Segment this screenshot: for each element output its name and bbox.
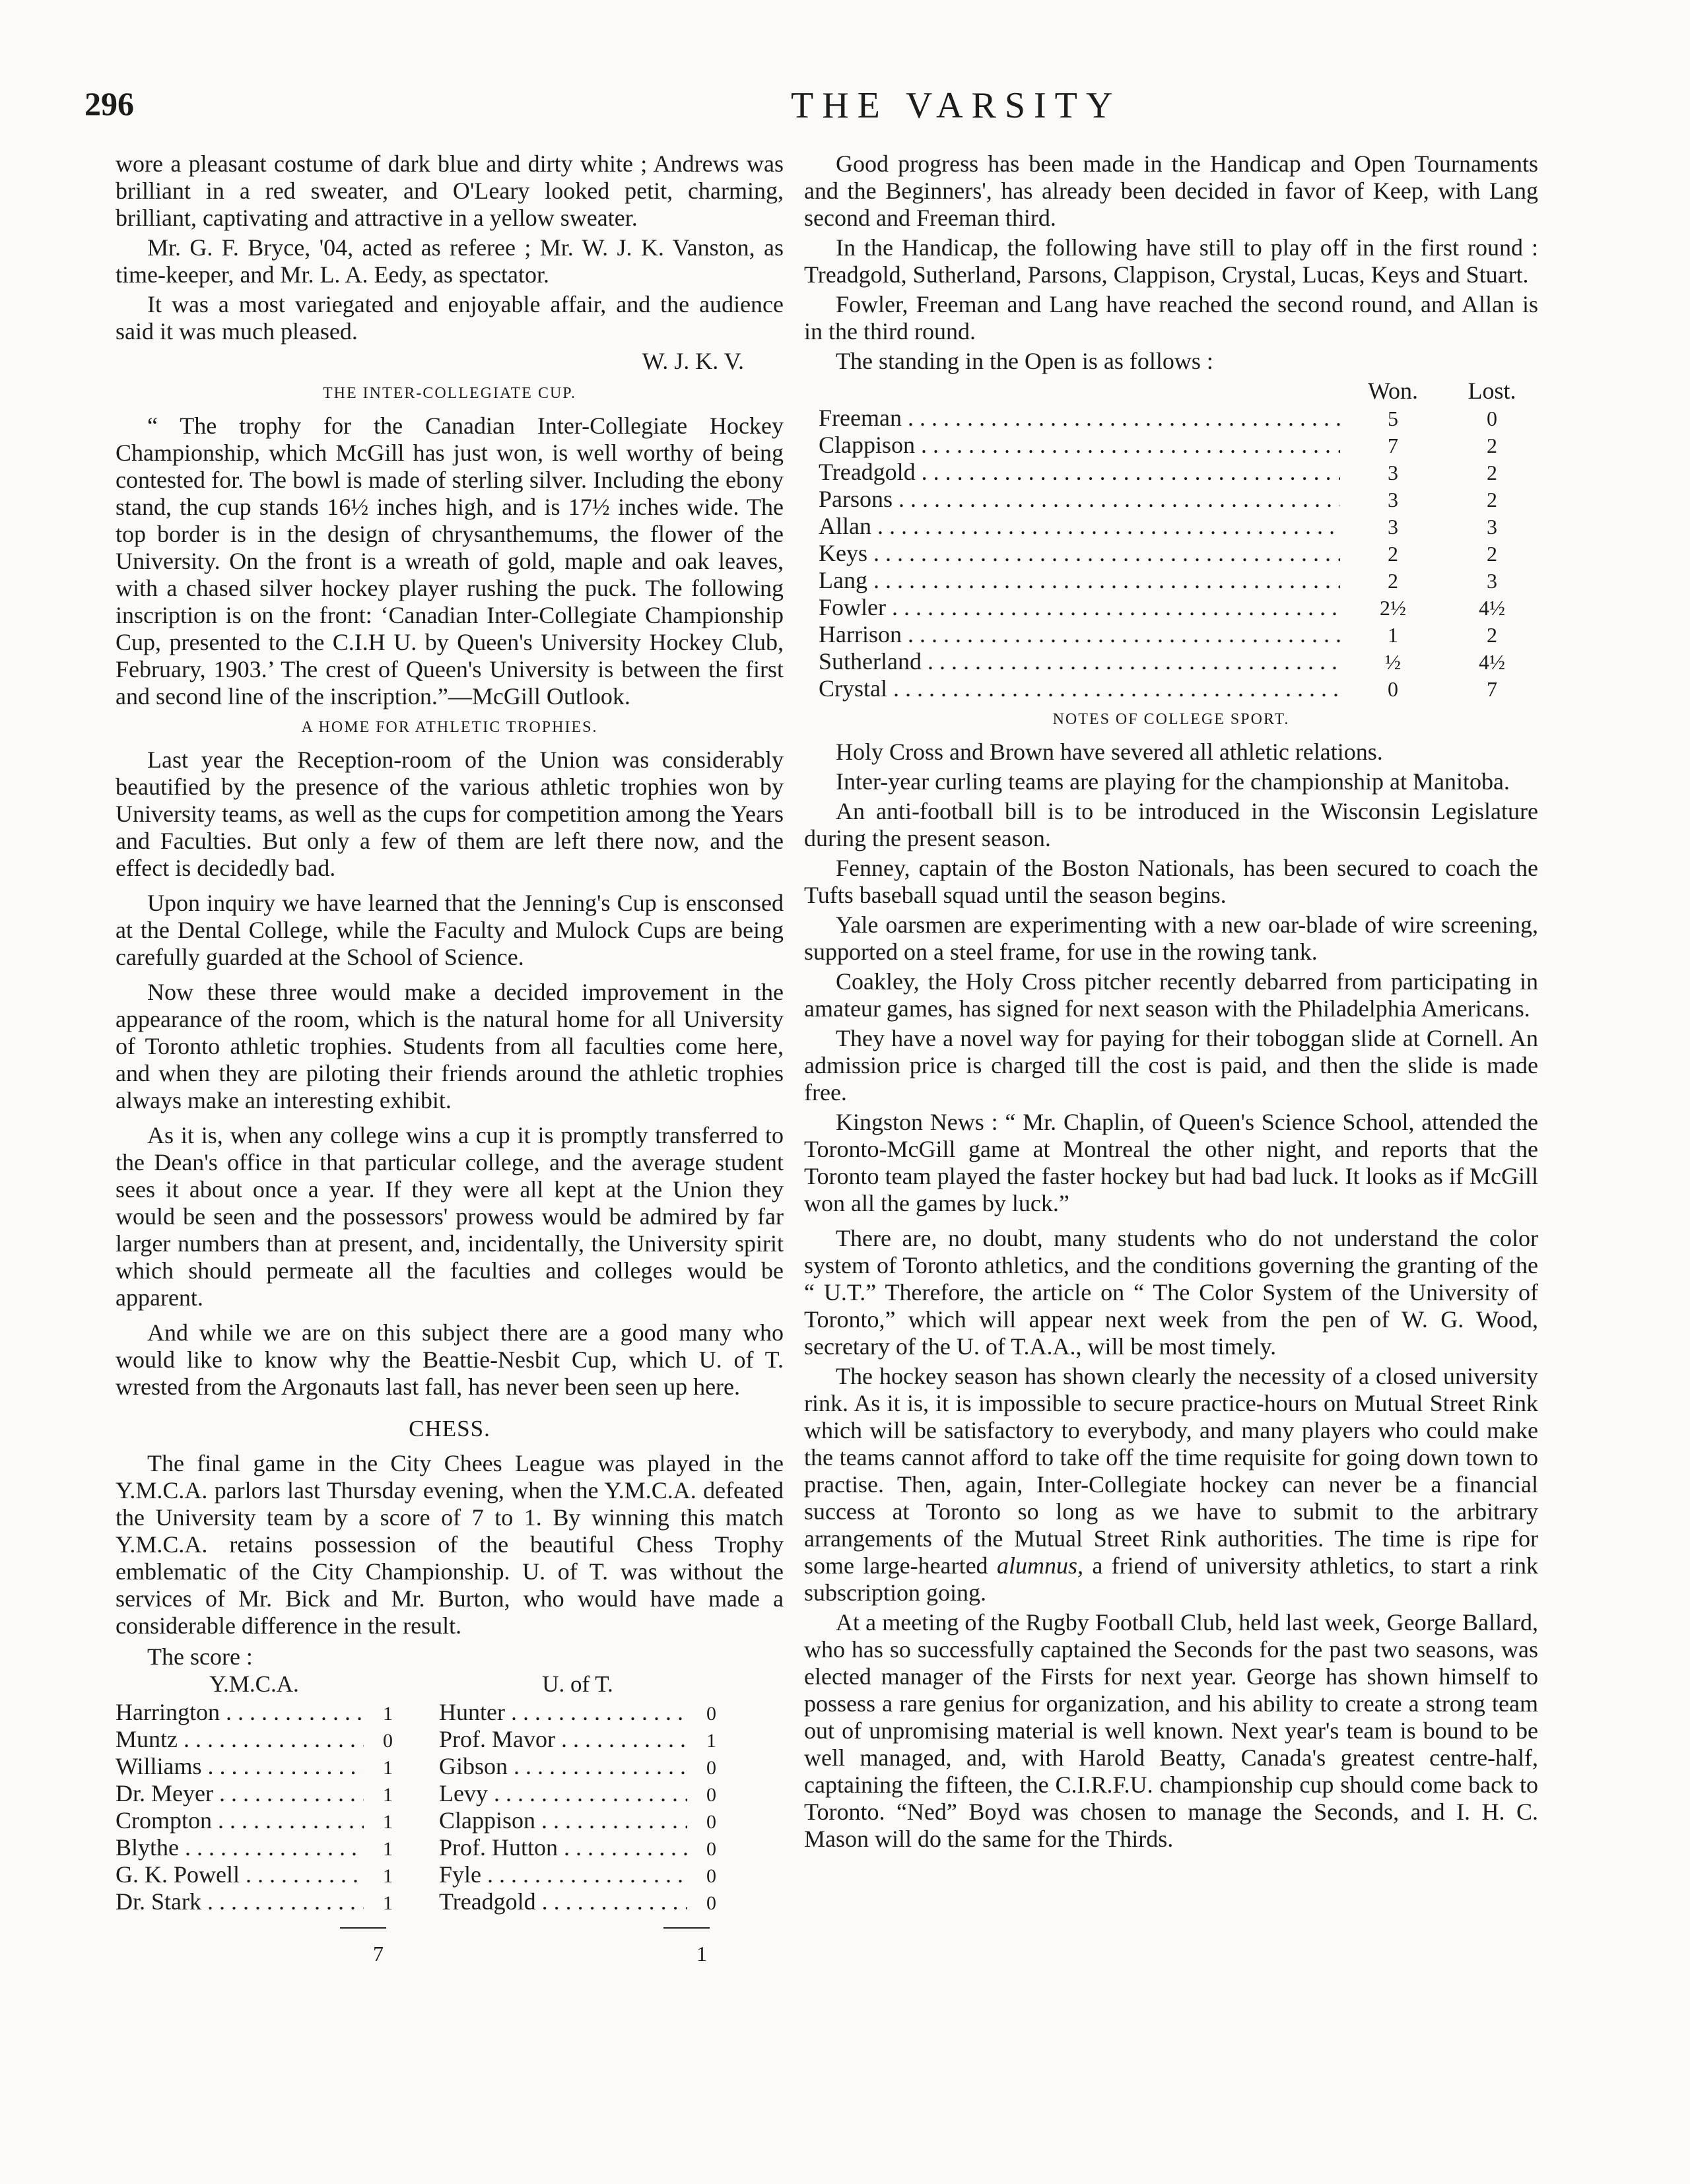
player-name: Treadgold . . . [439, 1888, 687, 1915]
player-name: G. K. Powell . . . [116, 1861, 364, 1888]
note-paragraph: Yale oarsmen are experimenting with a new oar-blade of wire screening, supported on a steel frame, for use in the rowing tank. [804, 911, 1538, 965]
chess-score-table [116, 1671, 784, 1968]
score-row [439, 1726, 716, 1753]
lost-count: 2 [1487, 623, 1497, 647]
won-count: 3 [1388, 515, 1398, 539]
player-score: 1 [383, 1703, 393, 1725]
player-name: Muntz . . . [116, 1726, 364, 1753]
left-column [116, 150, 784, 1968]
author-signature: W. J. K. V. [642, 348, 744, 374]
score-row [116, 1726, 393, 1753]
won-count: 5 [1388, 407, 1398, 430]
won-count: 2 [1388, 542, 1398, 566]
player-name: Prof. Hutton . . . [439, 1834, 687, 1861]
player-name: Fowler . . . [819, 594, 1340, 621]
page-number: 296 [84, 85, 134, 122]
player-name: Dr. Stark . . . [116, 1888, 364, 1915]
note-paragraph [804, 1363, 1538, 1606]
player-name: Gibson . . . [439, 1753, 687, 1780]
rink-italic-word: alumnus, [996, 1552, 1083, 1579]
standings-row [804, 486, 1538, 513]
lost-count: 2 [1487, 542, 1497, 566]
standings-row [804, 459, 1538, 486]
player-score: 0 [383, 1730, 393, 1752]
score-row [439, 1807, 716, 1834]
total-divider [663, 1927, 710, 1929]
player-name: Sutherland . . . [819, 648, 1340, 675]
article-paragraph: As it is, when any college wins a cup it is promptly transferred to the Dean's office in that particular college, and the average student sees it about once a year. If they were all kept at the Union they would be seen and the possessors' prowess would be admired by far larger numbers than at present, and, incidentally, the University spirit which should permeate all the faculties and colleges would be apparent. [116, 1122, 784, 1311]
player-score: 1 [383, 1811, 393, 1833]
page-header [84, 78, 1537, 137]
article-paragraph: Mr. G. F. Bryce, '04, acted as referee ; Mr. W. J. K. Vanston, as time-keeper, and Mr. L. A. Eedy, as spectator. [116, 234, 784, 288]
standings-header [804, 378, 1538, 405]
lost-column-header: Lost. [1468, 378, 1516, 404]
article-paragraph: It was a most variegated and enjoyable affair, and the audience said it was much pleased. [116, 291, 784, 345]
note-paragraph: Kingston News : “ Mr. Chaplin, of Queen's Science School, attended the Toronto-McGill game at Montreal the other night, and reports that the Toronto team played the faster hockey but had bad luck. It looks as if McGill won all the games by luck.” [804, 1109, 1538, 1216]
lost-count: 4½ [1479, 650, 1505, 674]
score-row [439, 1888, 716, 1915]
player-name: Blythe . . . [116, 1834, 364, 1861]
score-row [116, 1861, 393, 1888]
note-paragraph: There are, no doubt, many students who do not understand the color system of Toronto athletics, and the conditions governing the granting of the “ U.T.” Therefore, the article on “ The Color System of the University of Toronto,” which will appear next week from the pen of W. G. Wood, secretary of the U. of T.A.A., will be most timely. [804, 1225, 1538, 1360]
score-row [116, 1753, 393, 1780]
player-score: 0 [706, 1838, 716, 1860]
standings-row [804, 567, 1538, 594]
lost-count: 7 [1487, 677, 1497, 701]
standings-row [804, 432, 1538, 459]
standings-row [804, 594, 1538, 621]
standings-table [804, 378, 1538, 702]
player-name: Harrison . . . [819, 621, 1340, 648]
section-heading: A HOME FOR ATHLETIC TROPHIES. [301, 719, 598, 736]
player-name: Hunter . . . [439, 1699, 687, 1726]
player-name: Harrington . . . [116, 1699, 364, 1726]
score-label: The score : [147, 1643, 253, 1670]
score-row [439, 1861, 716, 1888]
note-paragraph: Inter-year curling teams are playing for the championship at Manitoba. [836, 768, 1510, 795]
player-score: 1 [706, 1730, 716, 1752]
player-name: Crompton . . . [116, 1807, 364, 1834]
player-score: 0 [706, 1865, 716, 1887]
section-heading: THE INTER-COLLEGIATE CUP. [323, 385, 576, 402]
article-paragraph: Upon inquiry we have learned that the Jenning's Cup is ensconsed at the Dental College, while the Faculty and Mulock Cups are being carefully guarded at the School of Science. [116, 890, 784, 970]
note-paragraph: Holy Cross and Brown have severed all athletic relations. [836, 739, 1383, 765]
player-name: Lang . . . [819, 567, 1340, 594]
article-paragraph: wore a pleasant costume of dark blue and dirty white ; Andrews was brilliant in a red sweater, and O'Leary looked petit, charming, brilliant, captivating and attractive in a yellow sweater. [116, 150, 784, 231]
won-count: ½ [1385, 650, 1401, 674]
lost-count: 2 [1487, 434, 1497, 457]
standings-row [804, 648, 1538, 675]
score-row [116, 1807, 393, 1834]
lost-count: 4½ [1479, 596, 1505, 620]
note-paragraph: Coakley, the Holy Cross pitcher recently debarred from participating in amateur games, has signed for next season with the Philadelphia Americans. [804, 968, 1538, 1022]
article-paragraph: Good progress has been made in the Handicap and Open Tournaments and the Beginners', has already been decided in favor of Keep, with Lang second and Freeman third. [804, 150, 1538, 231]
article-paragraph: In the Handicap, the following have still to play off in the first round : Treadgold, Sutherland, Parsons, Clappison, Crystal, Lucas, Keys and Stuart. [804, 234, 1538, 288]
player-score: 1 [383, 1838, 393, 1860]
won-count: 1 [1388, 623, 1398, 647]
player-name: Treadgold . . . [819, 459, 1340, 486]
section-heading: NOTES OF COLLEGE SPORT. [1052, 711, 1290, 728]
section-heading: CHESS. [409, 1416, 490, 1441]
lost-count: 2 [1487, 461, 1497, 484]
player-name: Clappison . . . [439, 1807, 687, 1834]
won-column-header: Won. [1367, 378, 1419, 404]
score-row [439, 1834, 716, 1861]
uoft-column-title: U. of T. [542, 1671, 613, 1697]
player-name: Clappison . . . [819, 432, 1340, 459]
player-name: Fyle . . . [439, 1861, 687, 1888]
rink-text-end: a friend of university athletics, to start a rink subscription going. [804, 1552, 1539, 1606]
player-name: Levy . . . [439, 1780, 687, 1807]
lost-count: 3 [1487, 515, 1497, 539]
ymca-total: 7 [373, 1942, 384, 1966]
standings-row [804, 540, 1538, 567]
standings-row [804, 675, 1538, 702]
lost-count: 3 [1487, 569, 1497, 593]
player-name: Williams . . . [116, 1753, 364, 1780]
player-score: 0 [706, 1784, 716, 1806]
rink-text: The hockey season has shown clearly the necessity of a closed university rink. As it is, it is impossible to secure practice-hours on Mutual Street Rink which will be satisfactory to everybody, and many players who could make the teams cannot afford to take off the time requisite for going down town to practise. Then, again, Inter-Collegiate hockey can never be a financial success at Toronto so long as we have to submit to the arbitrary arrangements of the Mutual Street Rink authorities. The time is ripe for some large-hearted [804, 1363, 1538, 1579]
player-name: Freeman . . . [819, 405, 1340, 432]
score-row [116, 1888, 393, 1915]
score-row [116, 1780, 393, 1807]
article-paragraph: “ The trophy for the Canadian Inter-Collegiate Hockey Championship, which McGill has just won, is well worthy of being contested for. The bowl is made of sterling silver. Including the ebony stand, the cup stands 16½ inches high, and is 17½ inches wide. The top border is in the design of chrysanthemums, the flower of the University. On the front is a wreath of gold, maple and oak leaves, with a chased silver hockey player rushing the puck. The following inscription is on the front: ‘Canadian Inter-Collegiate Championship Cup, presented to the C.I.H U. by Queen's University Hockey Club, February, 1903.’ The crest of Queen's University is between the first and second line of the inscription.”—McGill Outlook. [116, 413, 784, 710]
player-name: Crystal . . . [819, 675, 1340, 702]
player-score: 1 [383, 1892, 393, 1914]
ymca-column-title: Y.M.C.A. [209, 1671, 299, 1697]
article-paragraph: Now these three would make a decided improvement in the appearance of the room, which is the natural home for all University of Toronto athletic trophies. Students from all faculties come here, and when they are piloting their friends around the athletic trophies always make an interesting exhibit. [116, 979, 784, 1113]
won-count: 2½ [1380, 596, 1406, 620]
player-score: 0 [706, 1892, 716, 1914]
player-name: Allan . . . [819, 513, 1340, 540]
article-paragraph: Fowler, Freeman and Lang have reached the second round, and Allan is in the third round. [804, 291, 1538, 345]
player-name: Parsons . . . [819, 486, 1340, 513]
note-paragraph: Fenney, captain of the Boston Nationals, has been secured to coach the Tufts baseball squad until the season begins. [804, 855, 1538, 908]
won-count: 3 [1388, 488, 1398, 512]
player-score: 1 [383, 1784, 393, 1806]
player-score: 1 [383, 1865, 393, 1887]
article-paragraph: The standing in the Open is as follows : [836, 348, 1213, 374]
player-score: 0 [706, 1703, 716, 1725]
standings-row [804, 513, 1538, 540]
won-count: 7 [1388, 434, 1398, 457]
standings-row [804, 405, 1538, 432]
ymca-score-column [116, 1671, 393, 1968]
score-row [116, 1699, 393, 1726]
player-score: 1 [383, 1757, 393, 1779]
score-row [439, 1699, 716, 1726]
won-count: 3 [1388, 461, 1398, 484]
right-column [804, 150, 1538, 1855]
standings-row [804, 621, 1538, 648]
article-paragraph: The final game in the City Chees League was played in the Y.M.C.A. parlors last Thursday evening, when the Y.M.C.A. defeated the University team by a score of 7 to 1. By winning this match Y.M.C.A. retains possession of the beautiful Chess Trophy emblematic of the City Championship. U. of T. was without the services of Mr. Bick and Mr. Burton, who would have made a considerable difference in the result. [116, 1450, 784, 1639]
player-score: 0 [706, 1757, 716, 1779]
won-count: 0 [1388, 677, 1398, 701]
note-paragraph: At a meeting of the Rugby Football Club, held last week, George Ballard, who has so successfully captained the Seconds for the past two seasons, was elected manager of the Firsts for next year. George has shown himself to possess a rare genius for organization, and his ability to create a strong team out of unpromising material is well known. Next year's team is bound to be well managed, and, with Harold Beatty, Canada's greatest centre-half, captaining the fifteen, the C.I.R.F.U. championship cup should come back to Toronto. “Ned” Boyd was chosen to manage the Seconds, and I. H. C. Mason will do the same for the Thirds. [804, 1609, 1538, 1852]
uoft-score-column [439, 1671, 716, 1968]
won-count: 2 [1388, 569, 1398, 593]
masthead-title: THE VARSITY [791, 85, 1122, 126]
score-row [116, 1834, 393, 1861]
article-paragraph: And while we are on this subject there are a good many who would like to know why the Beattie-Nesbit Cup, which U. of T. wrested from the Argonauts last fall, has never been seen up here. [116, 1319, 784, 1400]
note-paragraph: They have a novel way for paying for their toboggan slide at Cornell. An admission price is charged till the cost is paid, and then the slide is made free. [804, 1025, 1538, 1106]
total-divider [340, 1927, 386, 1929]
lost-count: 0 [1487, 407, 1497, 430]
score-row [439, 1753, 716, 1780]
player-name: Keys . . . [819, 540, 1340, 567]
lost-count: 2 [1487, 488, 1497, 512]
player-name: Dr. Meyer . . . [116, 1780, 364, 1807]
score-row [439, 1780, 716, 1807]
player-name: Prof. Mavor . . . [439, 1726, 687, 1753]
uoft-total: 1 [696, 1942, 707, 1966]
note-paragraph: An anti-football bill is to be introduced in the Wisconsin Legislature during the present season. [804, 798, 1538, 851]
article-paragraph: Last year the Reception-room of the Union was considerably beautified by the presence of the various athletic trophies won by University teams, as well as the cups for competition among the Years and Faculties. But only a few of them are left there now, and the effect is decidedly bad. [116, 746, 784, 881]
player-score: 0 [706, 1811, 716, 1833]
